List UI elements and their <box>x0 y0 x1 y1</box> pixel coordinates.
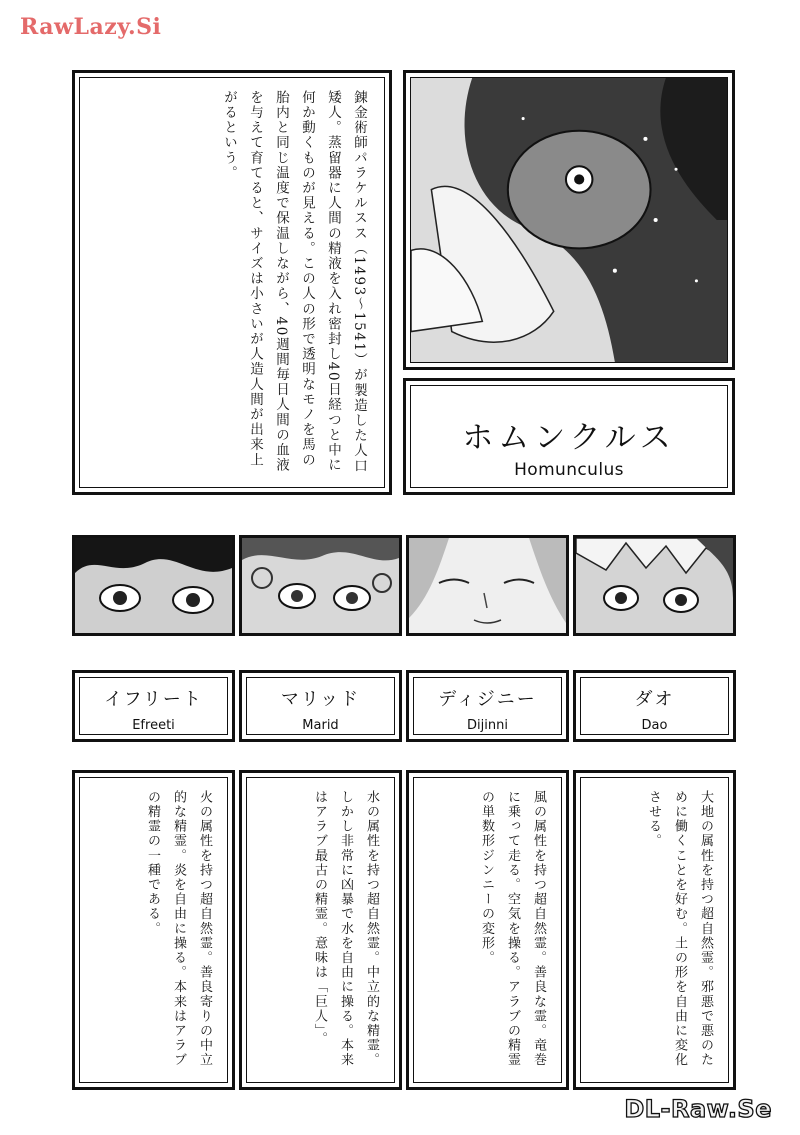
dao-name-jp: ダオ <box>634 689 675 710</box>
dijinni-name-en: Dijinni <box>467 718 508 733</box>
homunculus-title-en: Homunculus <box>514 460 624 480</box>
efreeti-name-en: Efreeti <box>132 718 175 733</box>
description-box-dao <box>573 770 736 1090</box>
homunculus-title-jp: ホムンクルス <box>462 420 676 456</box>
site-watermark-top: RawLazy.Si <box>20 14 162 40</box>
dijinni-description-text: 風の属性を持つ超自然霊。善良な霊。竜巻に乗って走る。空気を操る。アラブの精霊の単数形ジンニーの変形。 <box>479 790 546 1068</box>
portrait-marid <box>239 535 402 636</box>
efreeti-portrait-illustration <box>75 538 232 633</box>
efreeti-name-jp: イフリート <box>104 689 203 710</box>
homunculus-description-text: 錬金術師パラケルスス（1493〜1541）が製造した人口矮人。蒸留器に人間の精液を入れ密封し40日経つと中に何か動くものが見える。この人の形で透明なモノを馬の胎内と同じ温度で保温しながら、40週間毎日人間の血液を与えて育てると、サイズは小さいが人造人間が出来上がるという。 <box>221 90 367 474</box>
dijinni-name-jp: ディジニー <box>438 689 537 710</box>
marid-name-jp: マリッド <box>280 689 361 710</box>
description-box-marid <box>239 770 402 1090</box>
portrait-efreeti <box>72 535 235 636</box>
portrait-dijinni <box>406 535 569 636</box>
dijinni-portrait-illustration <box>409 538 566 633</box>
homunculus-title-panel <box>403 378 735 495</box>
marid-name-en: Marid <box>302 718 339 733</box>
marid-description-text: 水の属性を持つ超自然霊。中立的な精霊。しかし非常に凶暴で水を自由に操る。本来はアラブ最古の精霊。意味は「巨人」。 <box>312 790 379 1068</box>
marid-portrait-illustration <box>242 538 399 633</box>
homunculus-description-panel <box>72 70 392 495</box>
dao-description-text: 大地の属性を持つ超自然霊。邪悪で悪のために働くことを好む。土の形を自由に変化させる。 <box>646 790 713 1068</box>
dao-portrait-illustration <box>576 538 733 633</box>
name-box-marid <box>239 670 402 742</box>
name-box-dao <box>573 670 736 742</box>
name-box-efreeti <box>72 670 235 742</box>
homunculus-illustration <box>411 78 727 362</box>
homunculus-illustration-panel <box>403 70 735 370</box>
portrait-dao <box>573 535 736 636</box>
name-box-dijinni <box>406 670 569 742</box>
description-box-dijinni <box>406 770 569 1090</box>
efreeti-description-text: 火の属性を持つ超自然霊。善良寄りの中立的な精霊。炎を自由に操る。本来はアラブの精霊の一種である。 <box>145 790 212 1068</box>
description-box-efreeti <box>72 770 235 1090</box>
site-watermark-bottom: DL-Raw.Se <box>624 1095 772 1123</box>
dao-name-en: Dao <box>641 718 668 733</box>
